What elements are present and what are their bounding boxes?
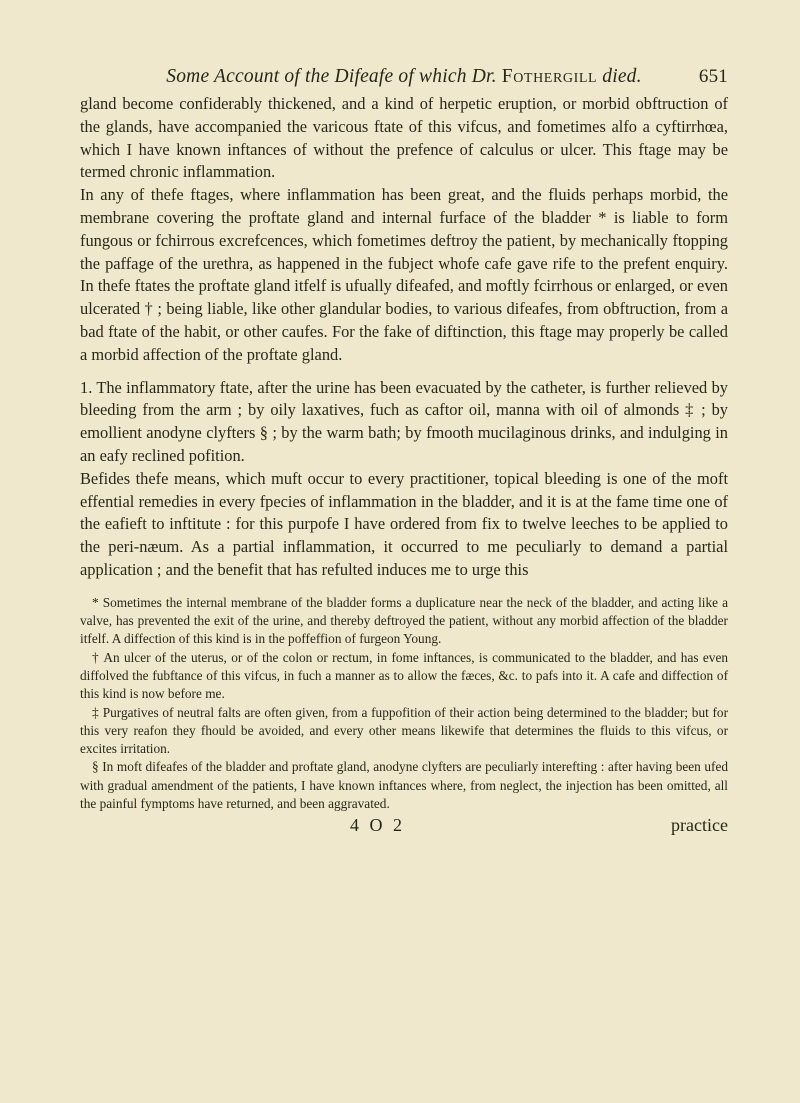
- running-header: [80, 66, 728, 90]
- header-title-part2: died.: [602, 66, 642, 87]
- page-number: 651: [698, 66, 728, 87]
- signature-mark: 4 O 2: [350, 815, 405, 836]
- paragraph: gland become confiderably thickened, and a kind of herpetic eruption, or morbid obftruction of the glands, have accompanied the varicous ftate of this vifcus, and fometimes alfo a cyftirrhœa, which I have known inftances of without the prefence of calculus or ulcer. This ftage may be termed chronic inflammation.: [80, 94, 728, 182]
- header-title-part1: Some Account of the Difeafe of which Dr.: [166, 66, 497, 87]
- footnotes: [80, 594, 728, 814]
- footnote: ‡ Purgatives of neutral falts are often given, from a fuppofition of their action being determined to the bladder; but for this very reafon they fhould be avoided, and every other means likewife that determines the fluids to this vifcus, or excites irritation.: [80, 704, 728, 757]
- paragraph: In any of thefe ftages, where inflammation has been great, and the fluids perhaps morbid, the membrane covering the proftate gland and internal furface of the bladder * is liable to form fungous or fchirrous excrefcences, which fometimes deftroy the patient, by mechanically ftopping the paffage of the urethra, as happened in the fubject whofe cafe gave rife to the prefent enquiry. In thefe ftates the proftate gland itfelf is ufually difeafed, and moftly fcirrhous or enlarged, or even ulcerated † ; being liable, like other glandular bodies, to various difeafes, from obftruction, from a bad ftate of the habit, or other caufes. For the fake of diftinction, this ftage may properly be called a morbid affection of the proftate gland.: [80, 185, 728, 364]
- catchword: practice: [671, 815, 728, 836]
- paragraph: 1. The inflammatory ftate, after the urine has been evacuated by the catheter, is further relieved by bleeding from the arm ; by oily laxatives, fuch as caftor oil, manna with oil of almonds ‡ ; by emollient anodyne clyfters § ; by the warm bath; by fmooth mucilaginous drinks, and indulging in an eafy reclined pofition.: [80, 377, 728, 465]
- paragraph: Befides thefe means, which muft occur to every practitioner, topical bleeding is one of the moft effential remedies in every fpecies of inflammation in the bladder, and it is at the fame time one of the eafieft to inftitute : for this purpofe I have ordered from fix to twelve leeches to be applied to the peri-næum. As a partial inflammation, it occurred to me peculiarly to demand a partial application ; and the benefit that has refulted induces me to urge this: [80, 468, 728, 579]
- header-title-name: Fothergill: [501, 66, 598, 87]
- main-text: [80, 93, 728, 582]
- footnote: § In moft difeafes of the bladder and proftate gland, anodyne clyfters are peculiarly interefting : after having been ufed with gradual amendment of the patients, I have known inftances where, from neglect, the injection has been omitted, all the painful fymptoms have returned, and been aggravated.: [80, 759, 728, 811]
- footnote: † An ulcer of the uterus, or of the colon or rectum, in fome inftances, is communicated to the bladder, and has even diffolved the fubftance of this vifcus, in fuch a manner as to allow the fæces, &c. to pafs into it. A cafe and diffection of this kind is now before me.: [80, 649, 728, 702]
- page-footer: [80, 815, 728, 839]
- footnote: * Sometimes the internal membrane of the bladder forms a duplicature near the neck of the bladder, and acting like a valve, has prevented the exit of the urine, and thereby deftroyed the patient, without any morbid affection of the bladder itfelf. A diffection of this kind is in the poffeffion of furgeon Young.: [80, 594, 728, 647]
